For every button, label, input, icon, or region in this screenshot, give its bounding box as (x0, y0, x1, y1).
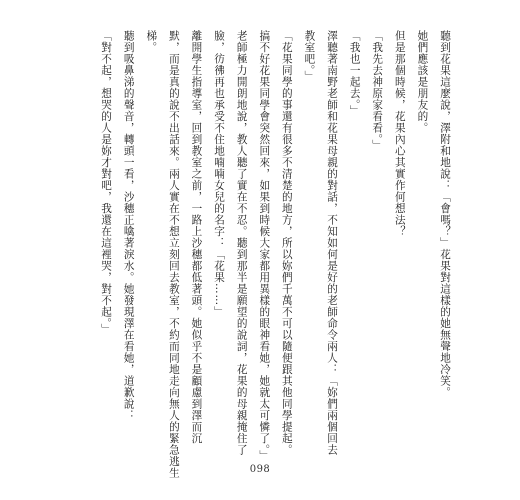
text-line: 搞不好花果同學會突然回來，如果到時候大家都用異樣的眼神看她，她就太可憐了。」 (258, 30, 271, 462)
page-number: 098 (249, 464, 271, 475)
text-line: 默，而是真的說不出話來。兩人實在不想立刻回去教室，不約而同地走向無人的緊急逃生 (167, 30, 180, 479)
text-line: 聽到吸鼻涕的聲音，轉頭一看，沙穗正噙著淚水。她發現澤在看她，道歉說： (122, 30, 135, 421)
text-line: 「我先去神原家看看。」 (371, 30, 384, 152)
text-line: 但是那個時候，花果內心其實作何想法？ (393, 30, 406, 237)
text-line: 臉，彷彿再也承受不住地喃喃女兒的名字：「花果……」 (213, 30, 226, 318)
text-line: 梯。 (145, 30, 158, 53)
text-line: 「我也一起去。」 (348, 30, 361, 117)
text-line: 「花果同學的事還有很多不清楚的地方，所以妳們千萬不可以隨便跟其他同學提起。 (280, 30, 293, 456)
text-line: 她們應該是朋友的。 (416, 30, 429, 134)
text-line: 「對不起，想哭的人是妳才對吧，我還在這裡哭，對不起。」 (100, 30, 113, 336)
text-line: 離開學生指導室，回到教室之前，一路上沙穗都低著頭。她似乎不是顧慮到澤而沉 (190, 30, 203, 444)
text-line: 聽到花果這麼說，澤附和地說：「會嗎？」花果對這樣的她無聲地冷笑。 (439, 30, 451, 398)
text-line: 老師極力開朗地說，教人聽了實在不忍。聽到那半是願望的說詞，花果的母親掩住了 (235, 30, 248, 456)
text-line: 教室吧。」 (303, 30, 316, 83)
text-line: 澤聽著南野老師和花果母親的對話，不知如何是好的老師命令兩人：「妳們兩個回去 (326, 30, 339, 456)
